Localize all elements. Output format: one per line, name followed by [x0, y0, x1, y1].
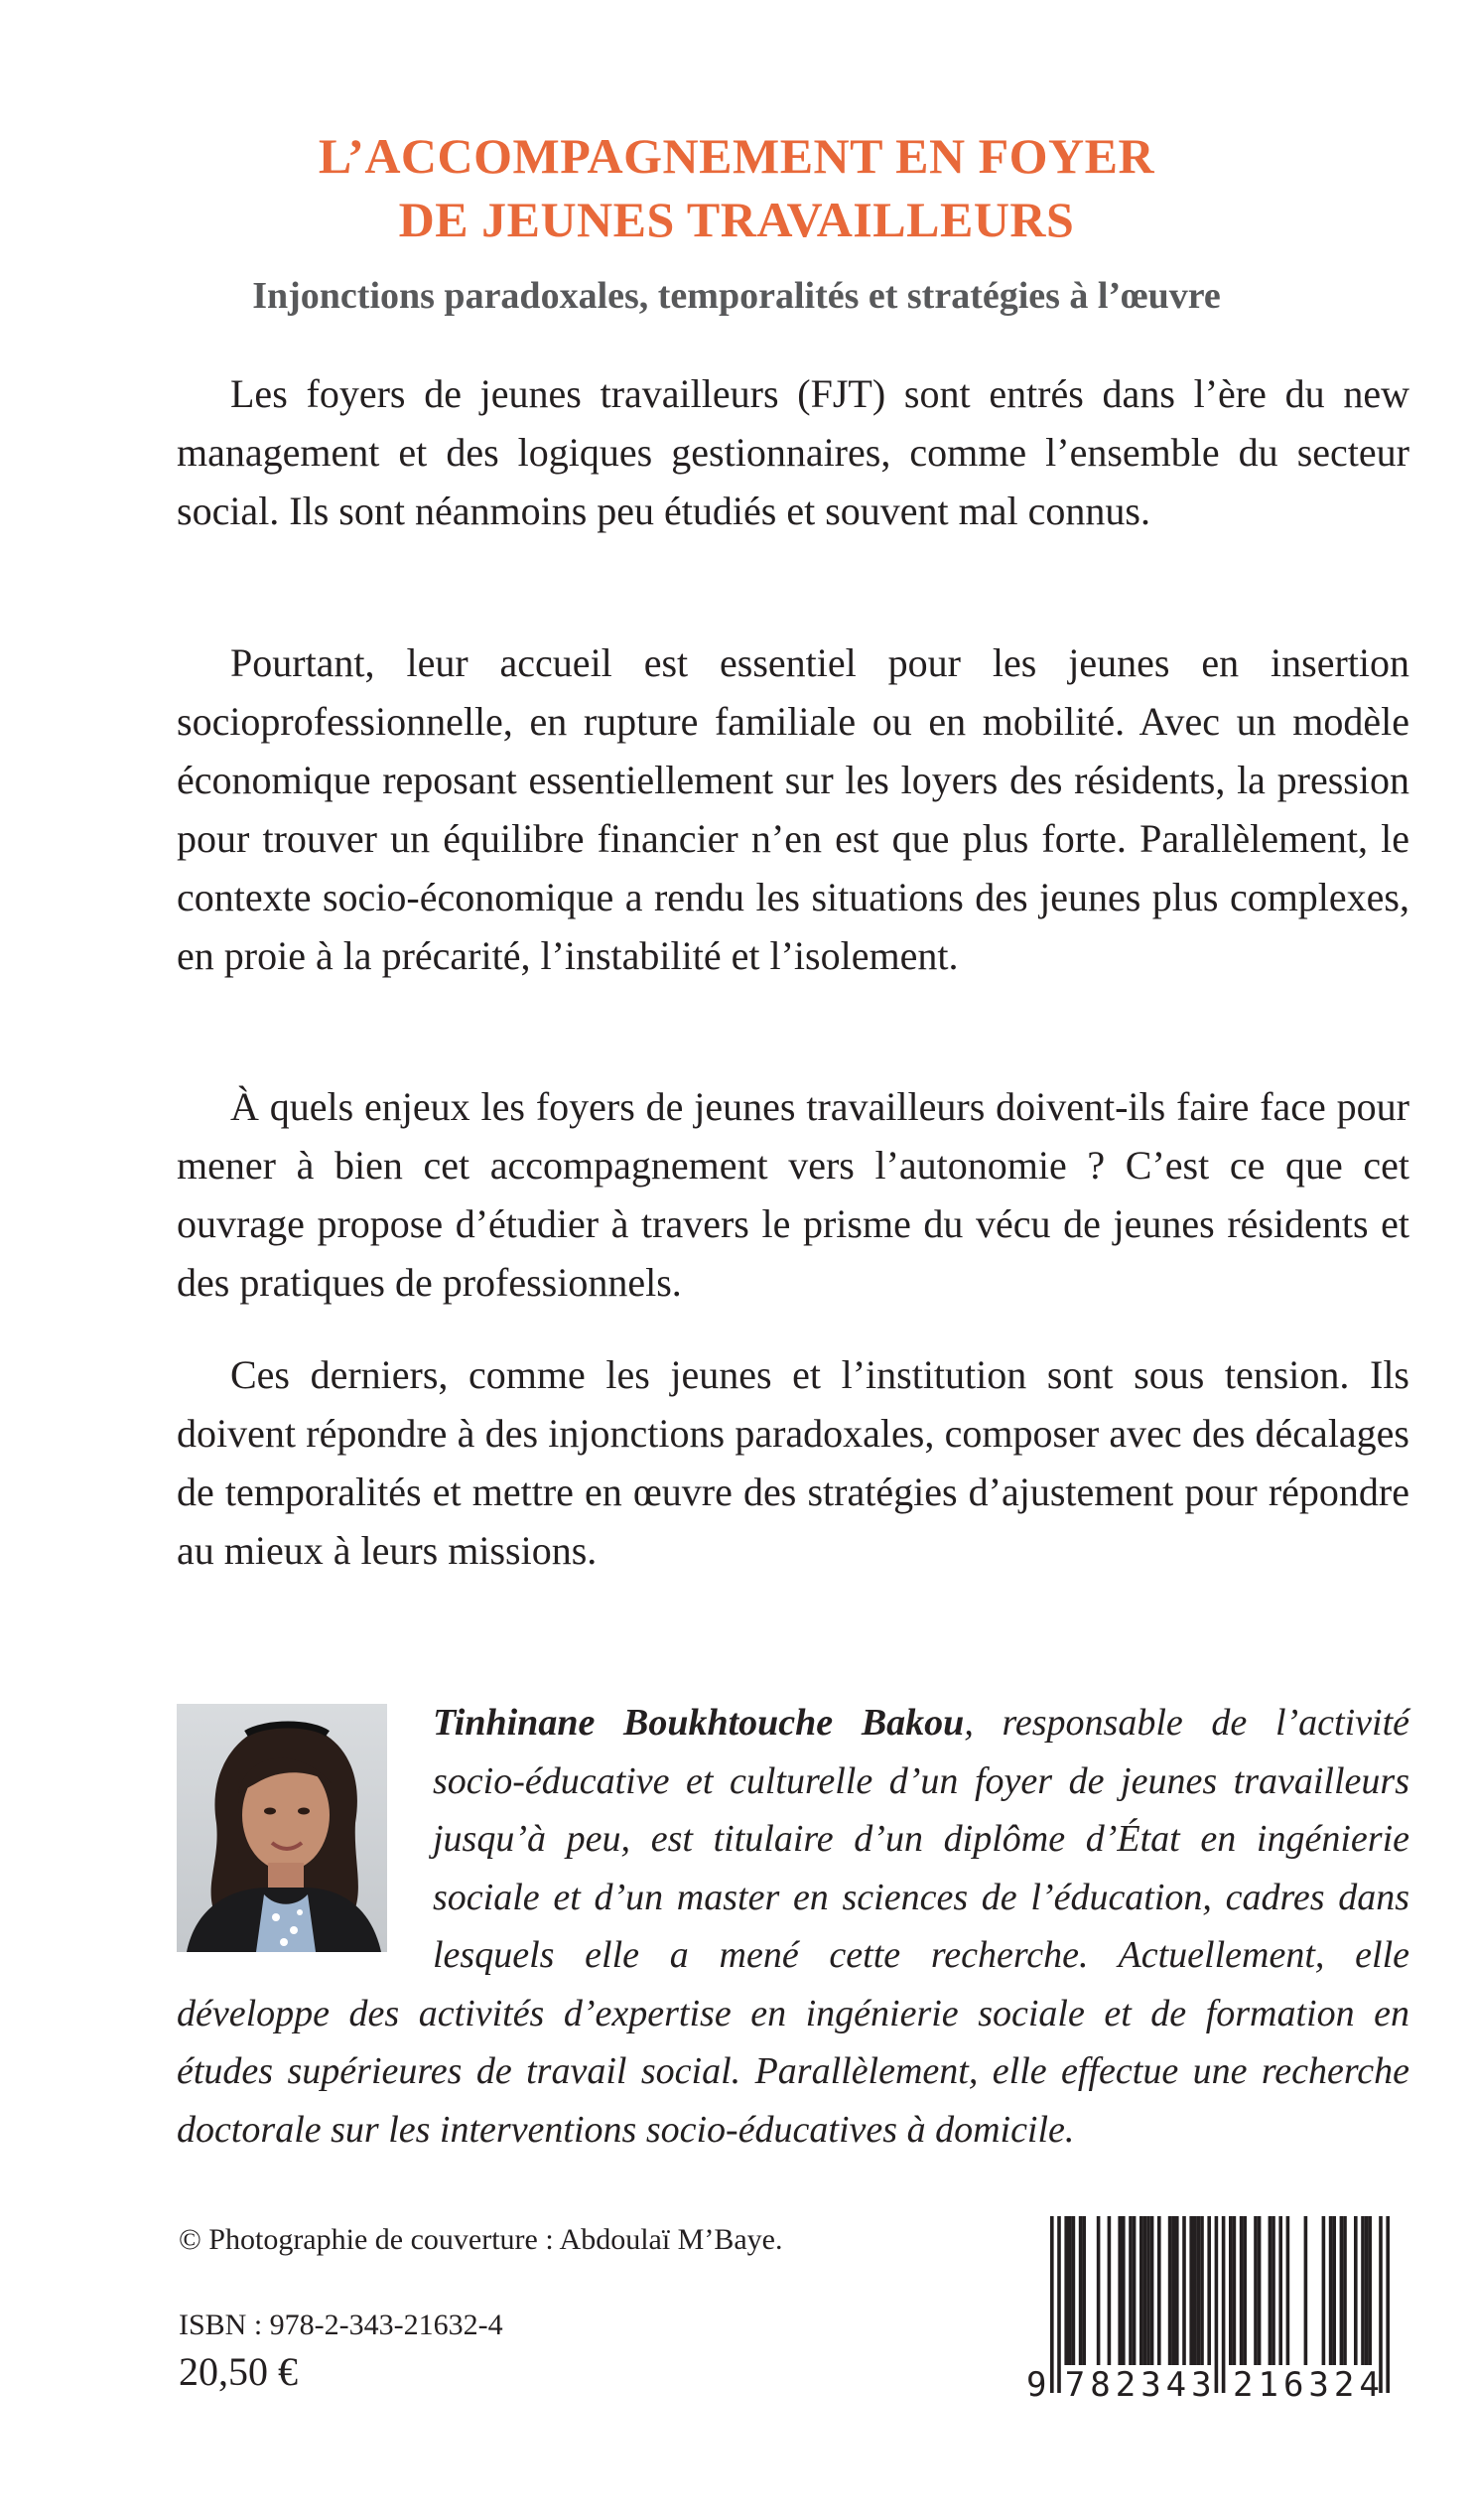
barcode-bar: [1200, 2216, 1204, 2365]
paragraph-text: Les foyers de jeunes travailleurs (FJT) sont entrés dans l’ère du new management et des logiques gestionnaires, comme l’ensemble du secteur social. Ils sont néanmoins peu étudiés et souvent mal connus.: [177, 371, 1409, 533]
subtitle: Injonctions paradoxales, temporalités et stratégies à l’œuvre: [252, 275, 1221, 317]
blurb-paragraph-4: [177, 1345, 1409, 1606]
barcode-bar: [1082, 2216, 1086, 2365]
barcode-bar: [1143, 2216, 1147, 2365]
barcode-bar: [1233, 2216, 1237, 2365]
paragraph-text: Pourtant, leur accueil est essentiel pour les jeunes en insertion socioprofessionnelle, en rupture familiale ou en mobilité. Avec un modèle économique reposant essentiellement sur les loyers des résidents, la pression pour trouver un équilibre financier n’en est que plus forte. Parallèlement, le contexte socio-économique a rendu les situations des jeunes plus complexes, en proie à la précarité, l’instabilité et l’isolement.: [177, 640, 1409, 978]
barcode-bar: [1064, 2216, 1068, 2365]
paragraph-text: À quels enjeux les foyers de jeunes travailleurs doivent-ils faire face pour mener à bien cet accompagnement vers l’autonomie ? C’est ce que cet ouvrage propose d’étudier à travers le prisme du vécu de jeunes résidents et des pratiques de professionnels.: [177, 1084, 1409, 1305]
barcode-bar: [1207, 2216, 1211, 2365]
blurb-paragraph-1: [177, 364, 1409, 566]
barcode-bar: [1354, 2216, 1358, 2365]
barcode-bar: [1340, 2216, 1344, 2365]
barcode-bar: [1365, 2216, 1369, 2365]
barcode-bar: [1150, 2216, 1154, 2365]
barcode-digit-lead: 9: [1026, 2365, 1047, 2405]
barcode-bar: [1168, 2216, 1172, 2365]
barcode-bar: [1286, 2216, 1290, 2365]
barcode-bar: [1139, 2216, 1143, 2365]
barcode-bar: [1122, 2216, 1126, 2365]
barcode-bar: [1129, 2216, 1133, 2365]
author-bio-text: , responsable de l’activité socio-éducative et culturelle d’un foyer de jeunes travailleurs jusqu’à peu, est titulaire d’un diplôme d’État en ingénierie sociale et d’un master en sciences de l’éducation, cadres dans lesquels elle a mené cette recherche. Actuellement, elle développe des activités d’expertise en ingénierie sociale et de formation en études supérieures de travail social. Parallèlement, elle effectue une recherche doctorale sur les interventions socio-éducatives à domicile.: [177, 1702, 1410, 2151]
paragraph-text: Ces derniers, comme les jeunes et l’institution sont sous tension. Ils doivent répondre à des injonctions paradoxales, composer avec des décalages de temporalités et mettre en œuvre des stratégies d’ajustement pour répondre au mieux à leurs missions.: [177, 1352, 1409, 1573]
price: 20,50 €: [179, 2349, 298, 2394]
barcode-bar: [1171, 2216, 1175, 2365]
barcode-bar: [1097, 2216, 1101, 2365]
barcode-bar: [1133, 2216, 1137, 2365]
barcode-bar: [1304, 2216, 1308, 2365]
barcode-bar: [1189, 2216, 1193, 2365]
photo-spacer: [177, 1694, 433, 1982]
barcode-bar: [1269, 2216, 1272, 2365]
barcode-bar: [1072, 2216, 1076, 2365]
title-line-2: DE JEUNES TRAVAILLEURS: [398, 192, 1075, 247]
barcode-digits-right: 216324: [1233, 2365, 1385, 2405]
barcode-digits: [1022, 2363, 1419, 2407]
author-name: Tinhinane Boukhtouche Bakou: [433, 1702, 965, 1744]
barcode-bar: [1182, 2216, 1186, 2365]
isbn: ISBN : 978-2-343-21632-4: [179, 2309, 503, 2341]
barcode-bar: [1329, 2216, 1333, 2365]
barcode-bar: [1240, 2216, 1244, 2365]
barcode-bar: [1254, 2216, 1258, 2365]
barcode-bar: [1368, 2216, 1372, 2365]
barcode-bar: [1332, 2216, 1336, 2365]
blurb-paragraph-3: [177, 1077, 1409, 1337]
barcode-bar: [1322, 2216, 1326, 2365]
photo-credit: © Photographie de couverture : Abdoulaï M’Baye.: [179, 2223, 783, 2256]
barcode-bar: [1272, 2216, 1275, 2365]
blurb-paragraph-2: [177, 633, 1409, 1011]
barcode-bar: [1343, 2216, 1347, 2365]
barcode-bar: [1243, 2216, 1247, 2365]
barcode-bar: [1175, 2216, 1179, 2365]
barcode-bar: [1193, 2216, 1197, 2365]
barcode-bar: [1197, 2216, 1201, 2365]
barcode-bar: [1068, 2216, 1072, 2365]
barcode-bar: [1108, 2216, 1112, 2365]
barcode-bar: [1229, 2216, 1233, 2365]
barcode-bar: [1118, 2216, 1122, 2365]
barcode-bar: [1361, 2216, 1365, 2365]
barcode-bar: [1278, 2216, 1282, 2365]
title-line-1: L’ACCOMPAGNEMENT EN FOYER: [318, 128, 1155, 184]
barcode-bar: [1079, 2216, 1083, 2365]
barcode-digits-left: 782343: [1064, 2365, 1217, 2405]
barcode-bar: [1157, 2216, 1161, 2365]
barcode-bar: [1258, 2216, 1262, 2365]
author-bio: [177, 1694, 1409, 2159]
barcode-bar: [1146, 2216, 1150, 2365]
